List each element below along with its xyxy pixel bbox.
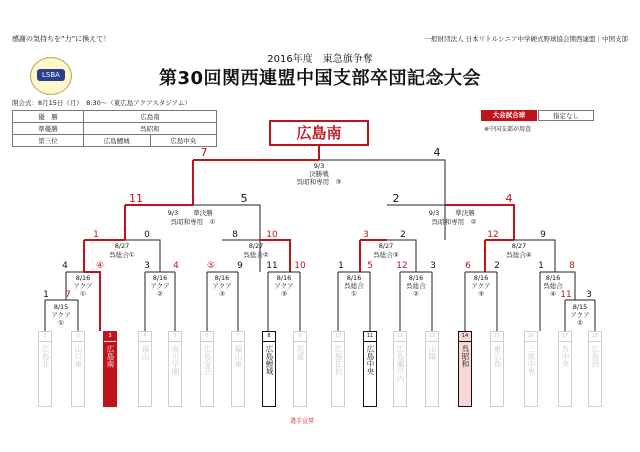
team-number: 6 xyxy=(201,332,213,342)
final-score-right: 4 xyxy=(433,146,441,159)
p1-score-right: 7 xyxy=(65,290,71,300)
q2-venue: 呉総合② xyxy=(243,251,269,259)
team-name: 広島佐伯 xyxy=(334,345,343,375)
champion-box: 広島南 xyxy=(269,120,369,146)
r5-score-left: 1 xyxy=(338,261,344,271)
semi2-venue: 呉昭和専用 ② xyxy=(431,218,477,226)
team-box xyxy=(393,331,407,407)
team-box xyxy=(425,331,439,407)
team-number: 4 xyxy=(139,332,151,342)
r6-date: 8/16 xyxy=(408,274,424,282)
team-number: 7 xyxy=(232,332,244,342)
team-number: 14 xyxy=(459,332,471,342)
q3-venue: 呉総合③ xyxy=(373,251,399,259)
team-name: 広島安芸 xyxy=(203,345,212,375)
semi2-score-right: 4 xyxy=(505,192,513,205)
team-box xyxy=(588,331,602,407)
r2-venue: アクア xyxy=(150,282,170,290)
q1-date: 8/27 xyxy=(114,242,130,250)
team-box xyxy=(558,331,572,407)
r3-court: ③ xyxy=(219,290,225,298)
team-number: 15 xyxy=(491,332,503,342)
result-value: 呉昭和 xyxy=(84,123,217,135)
team-box xyxy=(200,331,214,407)
team-name: 三原中央 xyxy=(527,345,536,375)
team-number: 16 xyxy=(525,332,537,342)
team-number: 13 xyxy=(426,332,438,342)
r3-score-left: ⑤ xyxy=(206,261,216,271)
semi1-venue: 呉昭和専用 ① xyxy=(170,218,216,226)
r7-score-right: 2 xyxy=(494,261,500,271)
r6-score-left: 12 xyxy=(396,261,408,271)
r8-court: ④ xyxy=(550,290,556,298)
team-name: 広島南 xyxy=(106,345,115,368)
team-box xyxy=(38,331,52,407)
subtitle: 2016年度 東急旗争奪 xyxy=(267,54,373,65)
organization-name: 一般財団法人 日本リトルシニア中学硬式野球協会関西連盟｜中国支部 xyxy=(424,35,628,43)
team-number: 5 xyxy=(169,332,181,342)
team-box xyxy=(293,331,307,407)
r6-score-right: 3 xyxy=(430,261,436,271)
p2-court: ② xyxy=(577,319,583,327)
r7-date: 8/16 xyxy=(473,274,489,282)
q1-venue: 呉総合① xyxy=(109,251,135,259)
r4-score-right: 10 xyxy=(294,261,306,271)
q4-date: 8/27 xyxy=(511,242,527,250)
team-name: 呉昭和 xyxy=(461,345,470,368)
semi1-date: 9/3 xyxy=(167,209,179,217)
r2-score-left: 3 xyxy=(144,261,150,271)
page-title: 第30回関西連盟中国支部卒団記念大会 xyxy=(158,68,482,89)
result-value: 広島南 xyxy=(84,111,217,123)
q4-score-right: 9 xyxy=(540,230,546,240)
p1-date: 8/15 xyxy=(53,303,69,311)
team-name: 広島西 xyxy=(591,345,600,368)
logo-text: LSBA xyxy=(37,69,65,81)
r4-score-left: 11 xyxy=(266,261,278,271)
q4-score-left: 12 xyxy=(487,230,499,240)
team-name: 東広島 xyxy=(493,345,502,368)
result-value: 広島鯉城 xyxy=(84,135,151,147)
r1-court: ① xyxy=(80,290,86,298)
r3-score-right: 9 xyxy=(237,261,243,271)
r7-court: ③ xyxy=(478,290,484,298)
legend-ball-value: 指定なし xyxy=(538,110,594,121)
team-number: 8 xyxy=(263,332,275,342)
team-number: 3 xyxy=(104,332,116,342)
team-number: 17 xyxy=(559,332,571,342)
r4-date: 8/16 xyxy=(276,274,292,282)
q1-score-right: 0 xyxy=(144,230,150,240)
q4-venue: 呉総合④ xyxy=(506,251,532,259)
team-name: 山口東 xyxy=(74,345,83,368)
semi1-score-right: 5 xyxy=(240,192,248,205)
r8-score-right: 8 xyxy=(569,261,575,271)
final-venue: 呉昭和専用 ③ xyxy=(296,178,342,186)
team-box-third xyxy=(363,331,377,407)
r5-date: 8/16 xyxy=(346,274,362,282)
r5-venue: 呉総合 xyxy=(344,282,364,290)
team-box xyxy=(168,331,182,407)
semi2-score-left: 2 xyxy=(392,192,400,205)
final-date: 9/3 xyxy=(313,162,325,170)
team-number: 10 xyxy=(332,332,344,342)
team-name: 広島瀬戸内 xyxy=(396,345,405,383)
r6-venue: 呉総合 xyxy=(406,282,426,290)
team-name: 広島中央 xyxy=(366,345,375,375)
result-label: 優 勝 xyxy=(13,111,84,123)
result-value-2: 広島中央 xyxy=(150,135,217,147)
team-box xyxy=(524,331,538,407)
r8-score-left: 1 xyxy=(538,261,544,271)
legend-ball-label: 大会試合球 xyxy=(481,110,537,121)
result-label: 第三位 xyxy=(13,135,84,147)
r5-court: ① xyxy=(351,290,357,298)
team-name: 福山東 xyxy=(234,345,243,368)
p2-score-left: 11 xyxy=(560,290,572,300)
team-number: 11 xyxy=(364,332,376,342)
team-box xyxy=(71,331,85,407)
team-name: 呉中央 xyxy=(561,345,570,368)
team-box xyxy=(231,331,245,407)
team-box xyxy=(331,331,345,407)
r8-venue: 呉総合 xyxy=(543,282,563,290)
team-name: 山陽 xyxy=(428,345,437,360)
p1-score-left: 1 xyxy=(43,290,49,300)
p1-venue: アクア xyxy=(51,311,71,319)
team-box-third xyxy=(262,331,276,407)
result-label: 準優勝 xyxy=(13,123,84,135)
team-number: 12 xyxy=(394,332,406,342)
slogan: 感謝の気持ちを”力”に換えて！ xyxy=(12,35,111,43)
team-number: 1 xyxy=(39,332,51,342)
p2-date: 8/15 xyxy=(572,303,588,311)
team-box-champion xyxy=(103,331,117,407)
q3-score-left: 3 xyxy=(363,230,369,240)
r3-venue: アクア xyxy=(212,282,232,290)
r5-score-right: 5 xyxy=(367,261,373,271)
r7-score-left: 6 xyxy=(465,261,471,271)
final-name: 決勝戦 xyxy=(309,170,329,178)
team-number: 18 xyxy=(589,332,601,342)
r2-date: 8/16 xyxy=(152,274,168,282)
team-name: 高川学園 xyxy=(171,345,180,375)
q3-date: 8/27 xyxy=(378,242,394,250)
q2-date: 8/27 xyxy=(248,242,264,250)
r1-venue: アクア xyxy=(73,282,93,290)
r3-date: 8/16 xyxy=(214,274,230,282)
p2-score-right: 3 xyxy=(586,290,592,300)
semi1-name: 準決勝 xyxy=(193,209,213,217)
r6-court: ② xyxy=(413,290,419,298)
r7-venue: アクア xyxy=(471,282,491,290)
semi2-name: 準決勝 xyxy=(455,209,475,217)
semi2-date: 9/3 xyxy=(428,209,440,217)
r2-court: ② xyxy=(157,290,163,298)
r1-score-right: ④ xyxy=(95,261,105,271)
oath-label: 選手宣誓 xyxy=(290,418,315,425)
q3-score-right: 2 xyxy=(400,230,406,240)
final-score-left: 7 xyxy=(200,146,208,159)
team-box xyxy=(490,331,504,407)
r1-date: 8/16 xyxy=(75,274,91,282)
q2-score-left: 8 xyxy=(232,230,238,240)
semi1-score-left: 11 xyxy=(129,192,143,205)
q1-score-left: 1 xyxy=(93,230,99,240)
p1-court: ① xyxy=(58,319,64,327)
r8-date: 8/16 xyxy=(545,274,561,282)
r4-venue: アクア xyxy=(274,282,294,290)
q2-score-right: 10 xyxy=(266,230,278,240)
team-name: 福山 xyxy=(141,345,150,360)
p2-venue: アクア xyxy=(570,311,590,319)
r2-score-right: 4 xyxy=(173,261,179,271)
team-name: 広島鯉城 xyxy=(265,345,274,375)
opening-date: 開会式：8月15日（月） 8:30～（東広島アクアスタジアム） xyxy=(12,99,191,107)
team-name: 広島北 xyxy=(41,345,50,368)
r1-score-left: 4 xyxy=(62,261,68,271)
r4-court: ③ xyxy=(281,290,287,298)
legend-note: ※中国支部が用意 xyxy=(484,126,532,133)
team-number: 9 xyxy=(294,332,306,342)
team-box-runnerup xyxy=(458,331,472,407)
team-name: 尾道 xyxy=(296,345,305,360)
team-box xyxy=(138,331,152,407)
team-number: 2 xyxy=(72,332,84,342)
